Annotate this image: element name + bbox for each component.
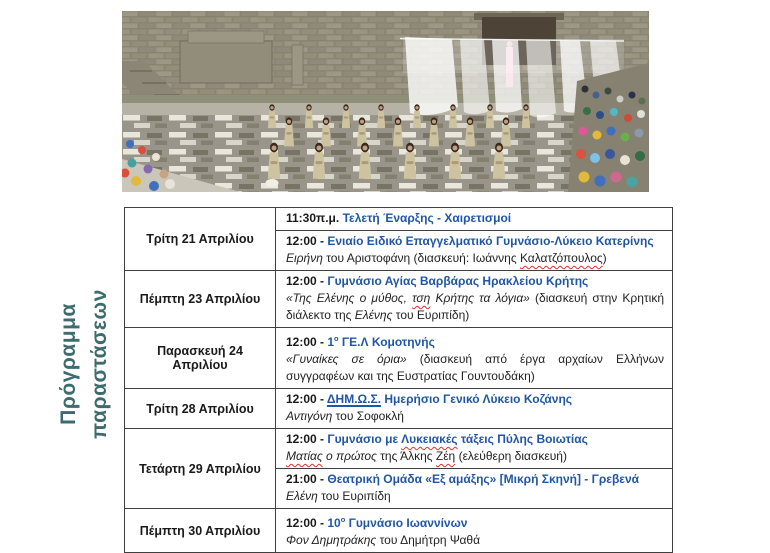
vertical-page-title — [53, 244, 115, 484]
vertical-title-line1: Πρόγραμμα — [57, 303, 80, 425]
event-time-title: 12:00 - Γυμνάσιο Αγίας Βαρβάρας Ηρακλείου Κρήτης — [286, 274, 589, 288]
event-time-title: 11:30π.μ. Τελετή Έναρξης - Χαιρετισμοί — [286, 211, 512, 225]
event-description: Ματίας ο πρώτος της Άλκης Ζέη (ελεύθερη διασκευή) — [286, 449, 567, 463]
event-time-title: 12:00 - ΔΗΜ.Ω.Σ. Ημερήσιο Γενικό Λύκειο Κοζάνης — [286, 392, 573, 406]
event-cell — [276, 271, 673, 328]
performance-schedule-table — [124, 207, 673, 553]
event-cell — [276, 208, 673, 231]
photo-illustration — [122, 11, 649, 192]
event-time-title: 21:00 - Θεατρική Ομάδα «Εξ αμάξης» [Μικρή Σκηνή] - Γρεβενά — [286, 472, 640, 486]
event-cell — [276, 389, 673, 429]
audience-right — [568, 63, 649, 192]
schedule-row — [125, 389, 673, 429]
event-time-title: 12:00 - $10^o$ Γυμνάσιο Ιωαννίνων — [286, 515, 468, 530]
event-cell — [276, 328, 673, 389]
schedule-row — [125, 509, 673, 553]
event-description: Αντιγόνη του Σοφοκλή — [286, 409, 404, 423]
date-cell: Τετάρτη 29 Απριλίου — [125, 429, 276, 509]
event-time-title: 12:00 - Γυμνάσιο με Λυκειακές τάξεις Πύλης Βοιωτίας — [286, 432, 588, 446]
event-description: «Της Ελένης ο μύθος, τση Κρήτης τα λόγια» (διασκευή στην Κρητική διάλεκτο της Ελένης του Ευριπίδη) — [286, 291, 664, 322]
date-cell: Πέμπτη 30 Απριλίου — [125, 509, 276, 553]
event-time-title: 12:00 - Ενιαίο Ειδικό Επαγγελματικό Γυμνάσιο-Λύκειο Κατερίνης — [286, 234, 654, 248]
event-cell — [276, 231, 673, 271]
event-cell — [276, 469, 673, 509]
date-cell: Τρίτη 28 Απριλίου — [125, 389, 276, 429]
event-cell — [276, 509, 673, 553]
date-cell: Τρίτη 21 Απριλίου — [125, 208, 276, 271]
event-time-title: 12:00 - $1^o$ ΓΕ.Λ Κομοτηνής — [286, 334, 435, 349]
schedule-row — [125, 328, 673, 389]
event-cell — [276, 429, 673, 469]
vertical-title-line2: παραστάσεων — [88, 289, 111, 439]
event-description: Ελένη του Ευριπίδη — [286, 489, 391, 503]
schedule-row — [125, 429, 673, 469]
event-description: Ειρήνη του Αριστοφάνη (διασκευή: Ιωάννης Καλατζόπουλος) — [286, 251, 607, 265]
date-cell: Πέμπτη 23 Απριλίου — [125, 271, 276, 328]
event-description: «Γυναίκες σε όρια» (διασκευή από έργα αρχαίων Ελλήνων συγγραφέων και της Ευστρατίας Γουντουδάκη) — [286, 352, 664, 383]
event-description: Φον Δημητράκης του Δημήτρη Ψαθά — [286, 533, 481, 547]
performance-photo — [122, 11, 649, 192]
date-cell: Παρασκευή 24 Απριλίου — [125, 328, 276, 389]
schedule-row — [125, 271, 673, 328]
schedule-row — [125, 208, 673, 231]
